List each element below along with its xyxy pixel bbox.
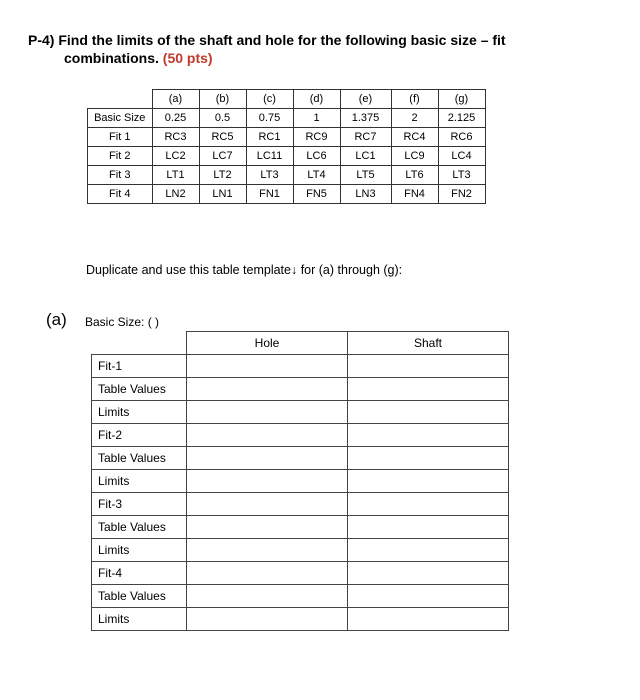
template-row-label: Limits <box>92 608 187 631</box>
fit-col-header: (a) <box>152 90 199 109</box>
fit-cell: LC4 <box>438 147 485 166</box>
template-header-row <box>92 332 509 355</box>
fit-cell: RC5 <box>199 128 246 147</box>
points-label: (50 pts) <box>162 50 213 66</box>
hole-cell[interactable] <box>187 401 348 424</box>
fit-cell: LN1 <box>199 185 246 204</box>
fit-cell: 0.75 <box>246 109 293 128</box>
template-row <box>92 447 509 470</box>
fit-col-header: (f) <box>391 90 438 109</box>
template-row <box>92 585 509 608</box>
fit-cell: 2 <box>391 109 438 128</box>
fit-cell: 2.125 <box>438 109 485 128</box>
fit-row-label: Fit 3 <box>88 166 153 185</box>
fit-col-header: (c) <box>246 90 293 109</box>
template-row <box>92 378 509 401</box>
shaft-cell[interactable] <box>348 447 509 470</box>
template-row <box>92 401 509 424</box>
fit-cell: LT6 <box>391 166 438 185</box>
template-row <box>92 608 509 631</box>
fit-cell: LC11 <box>246 147 293 166</box>
shaft-column-header: Shaft <box>348 332 509 355</box>
shaft-cell[interactable] <box>348 608 509 631</box>
fit-cell: LC2 <box>152 147 199 166</box>
hole-cell[interactable] <box>187 355 348 378</box>
question-line-2 <box>64 50 213 66</box>
fit-row-label: Fit 2 <box>88 147 153 166</box>
fit-cell: RC6 <box>438 128 485 147</box>
template-row <box>92 470 509 493</box>
question-line-1: P-4) Find the limits of the shaft and hole for the following basic size – fit <box>28 32 506 48</box>
fit-cell: FN2 <box>438 185 485 204</box>
template-row-label: Fit-1 <box>92 355 187 378</box>
fit-cell: LT2 <box>199 166 246 185</box>
fit-cell: RC7 <box>340 128 391 147</box>
instruction-text: Duplicate and use this table template↓ for (a) through (g): <box>86 263 403 277</box>
fit-cell: LC6 <box>293 147 340 166</box>
fit-table-row <box>88 166 486 185</box>
template-row <box>92 424 509 447</box>
fit-combinations-table <box>87 89 486 204</box>
hole-cell[interactable] <box>187 378 348 401</box>
template-row-label: Fit-4 <box>92 562 187 585</box>
fit-cell: FN5 <box>293 185 340 204</box>
shaft-cell[interactable] <box>348 355 509 378</box>
hole-cell[interactable] <box>187 585 348 608</box>
fit-col-header: (b) <box>199 90 246 109</box>
fit-cell: RC3 <box>152 128 199 147</box>
hole-cell[interactable] <box>187 516 348 539</box>
fit-cell: RC1 <box>246 128 293 147</box>
fit-table-row <box>88 147 486 166</box>
fit-col-header: (e) <box>340 90 391 109</box>
fit-cell: 0.25 <box>152 109 199 128</box>
template-row <box>92 355 509 378</box>
template-row <box>92 562 509 585</box>
limits-template-table <box>91 331 509 631</box>
fit-cell: 1 <box>293 109 340 128</box>
template-row <box>92 516 509 539</box>
fit-cell: FN1 <box>246 185 293 204</box>
hole-column-header: Hole <box>187 332 348 355</box>
template-row-label: Limits <box>92 401 187 424</box>
fit-table-row <box>88 128 486 147</box>
template-row-label: Fit-3 <box>92 493 187 516</box>
fit-cell: LT3 <box>438 166 485 185</box>
hole-cell[interactable] <box>187 447 348 470</box>
fit-col-header: (g) <box>438 90 485 109</box>
template-row-label: Limits <box>92 539 187 562</box>
shaft-cell[interactable] <box>348 378 509 401</box>
fit-cell: 0.5 <box>199 109 246 128</box>
shaft-cell[interactable] <box>348 493 509 516</box>
shaft-cell[interactable] <box>348 424 509 447</box>
template-row-label: Table Values <box>92 378 187 401</box>
template-corner <box>92 332 187 355</box>
hole-cell[interactable] <box>187 562 348 585</box>
template-row-label: Table Values <box>92 516 187 539</box>
part-label: (a) <box>46 310 67 329</box>
fit-cell: LT3 <box>246 166 293 185</box>
fit-cell: LT4 <box>293 166 340 185</box>
shaft-cell[interactable] <box>348 470 509 493</box>
question-line-2-text: combinations. <box>64 50 159 66</box>
fit-cell: 1.375 <box>340 109 391 128</box>
fit-cell: LC9 <box>391 147 438 166</box>
fit-cell: LT1 <box>152 166 199 185</box>
fit-table-row <box>88 185 486 204</box>
shaft-cell[interactable] <box>348 562 509 585</box>
template-row-label: Table Values <box>92 447 187 470</box>
fit-cell: LN3 <box>340 185 391 204</box>
shaft-cell[interactable] <box>348 516 509 539</box>
fit-cell: FN4 <box>391 185 438 204</box>
fit-cell: RC4 <box>391 128 438 147</box>
template-row-label: Fit-2 <box>92 424 187 447</box>
template-row <box>92 539 509 562</box>
fit-table-corner <box>88 90 153 109</box>
fit-row-label: Basic Size <box>88 109 153 128</box>
hole-cell[interactable] <box>187 539 348 562</box>
fit-cell: RC9 <box>293 128 340 147</box>
hole-cell[interactable] <box>187 470 348 493</box>
shaft-cell[interactable] <box>348 539 509 562</box>
fit-cell: LC7 <box>199 147 246 166</box>
fit-cell: LN2 <box>152 185 199 204</box>
hole-cell[interactable] <box>187 608 348 631</box>
template-row-label: Table Values <box>92 585 187 608</box>
hole-cell[interactable] <box>187 493 348 516</box>
template-row <box>92 493 509 516</box>
template-row-label: Limits <box>92 470 187 493</box>
fit-row-label: Fit 4 <box>88 185 153 204</box>
fit-cell: LT5 <box>340 166 391 185</box>
hole-cell[interactable] <box>187 424 348 447</box>
fit-table-row <box>88 109 486 128</box>
fit-row-label: Fit 1 <box>88 128 153 147</box>
fit-col-header: (d) <box>293 90 340 109</box>
basic-size-label: Basic Size: ( ) <box>85 315 160 329</box>
shaft-cell[interactable] <box>348 585 509 608</box>
fit-table-header-row <box>88 90 486 109</box>
shaft-cell[interactable] <box>348 401 509 424</box>
fit-cell: LC1 <box>340 147 391 166</box>
